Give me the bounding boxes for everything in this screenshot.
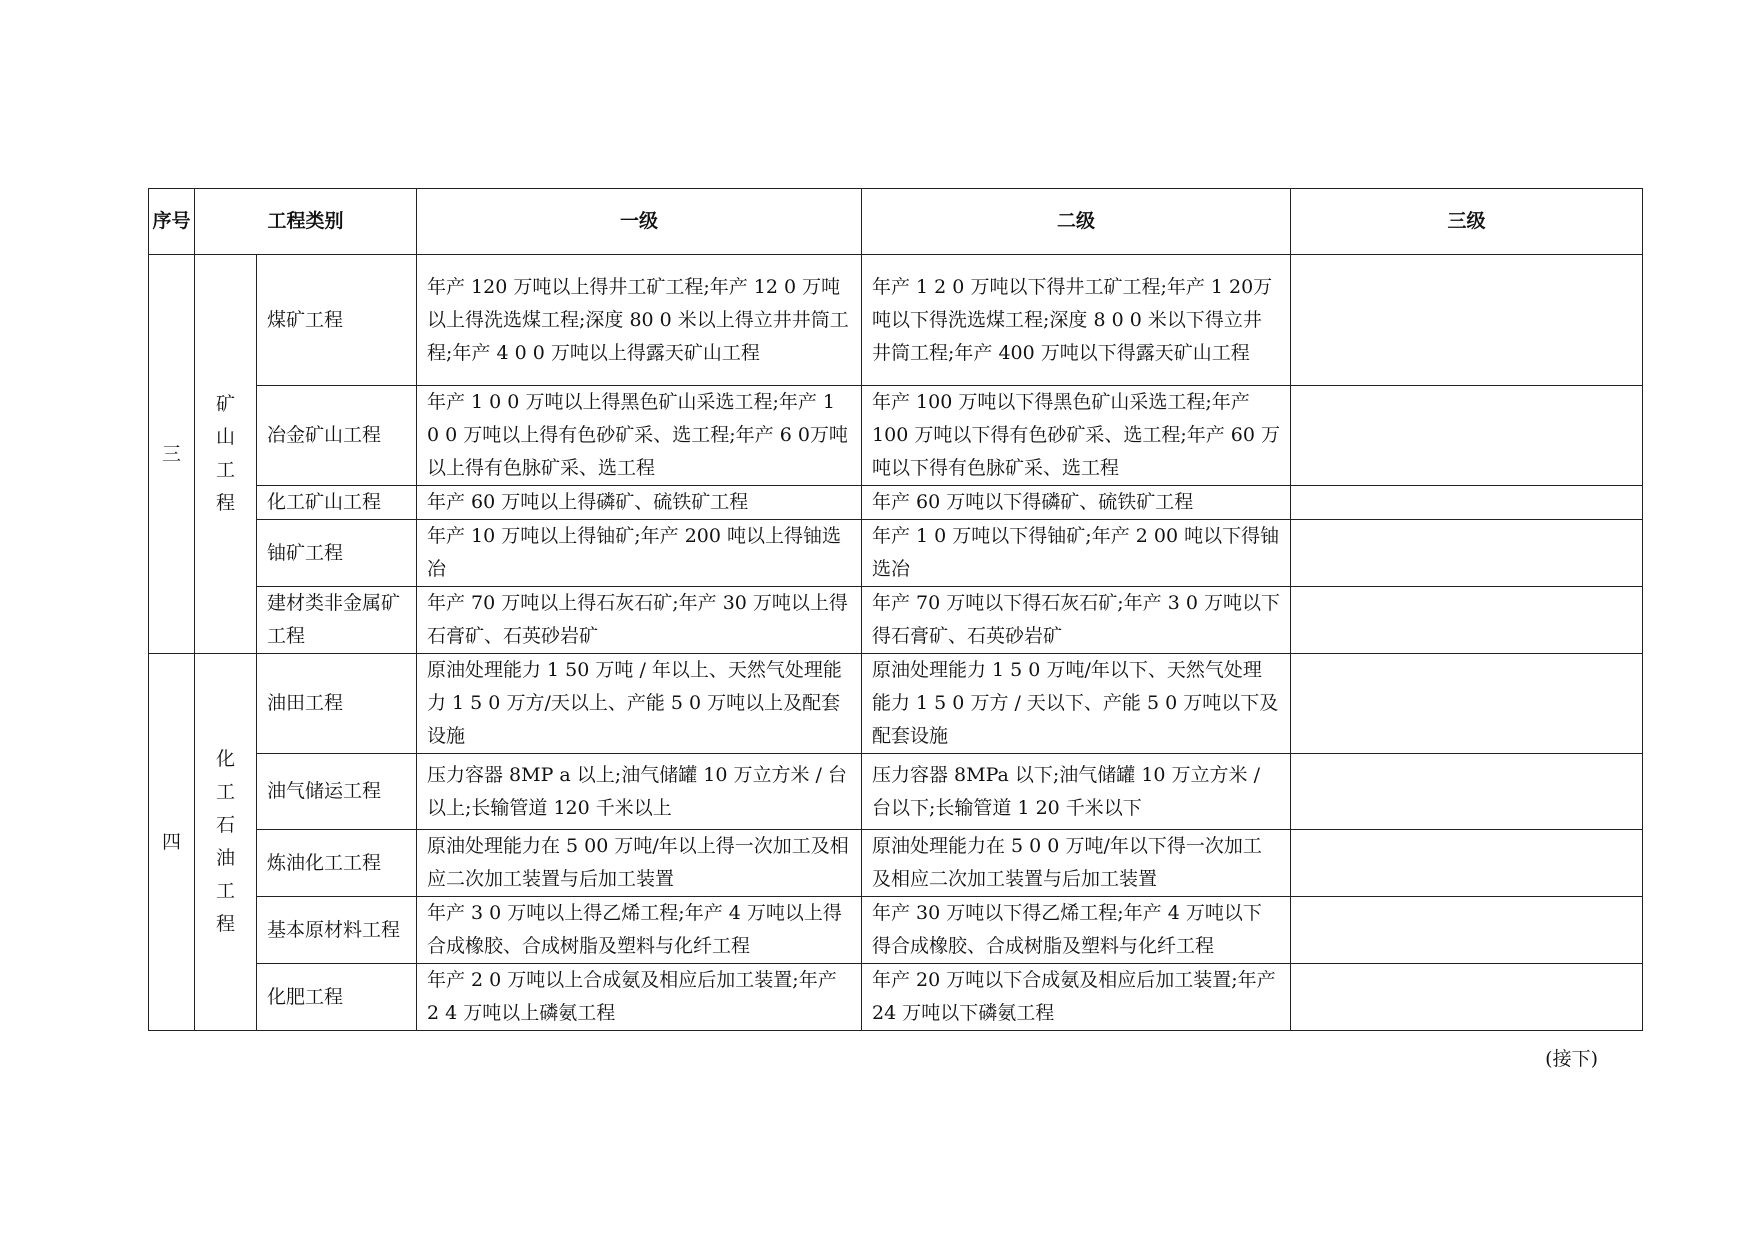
level-3-criteria — [1291, 964, 1643, 1031]
level-2-criteria: 年产 20 万吨以下合成氨及相应后加工装置;年产 24 万吨以下磷氨工程 — [862, 964, 1291, 1031]
level-3-criteria — [1291, 520, 1643, 587]
table-row — [149, 897, 1643, 964]
table-body — [149, 255, 1643, 1031]
level-2-criteria: 年产 1 2 0 万吨以下得井工矿工程;年产 1 20万吨以下得洗选煤工程;深度 8 0 0 米以下得立井井筒工程;年产 400 万吨以下得露天矿山工程 — [862, 255, 1291, 386]
level-2-criteria: 年产 30 万吨以下得乙烯工程;年产 4 万吨以下得合成橡胶、合成树脂及塑料与化纤工程 — [862, 897, 1291, 964]
level-3-criteria — [1291, 255, 1643, 386]
level-1-criteria: 年产 60 万吨以上得磷矿、硫铁矿工程 — [417, 486, 862, 520]
group-name: 化工石油工程 — [216, 748, 236, 935]
header-level-1: 一级 — [417, 189, 862, 255]
header-level-3: 三级 — [1291, 189, 1643, 255]
group-seq: 四 — [149, 654, 195, 1031]
level-3-criteria — [1291, 386, 1643, 486]
level-2-criteria: 年产 60 万吨以下得磷矿、硫铁矿工程 — [862, 486, 1291, 520]
group-seq: 三 — [149, 255, 195, 654]
level-1-criteria: 年产 1 0 0 万吨以上得黑色矿山采选工程;年产 1 0 0 万吨以上得有色砂矿采、选工程;年产 6 0万吨以上得有色脉矿采、选工程 — [417, 386, 862, 486]
header-row — [149, 189, 1643, 255]
header-seq: 序号 — [149, 189, 195, 255]
group-name-cell — [195, 654, 257, 1031]
level-3-criteria — [1291, 897, 1643, 964]
level-2-criteria: 原油处理能力 1 5 0 万吨/年以下、天然气处理能力 1 5 0 万方 / 天以下、产能 5 0 万吨以下及配套设施 — [862, 654, 1291, 754]
table-row — [149, 964, 1643, 1031]
engineering-type: 化工矿山工程 — [257, 486, 417, 520]
group-name: 矿山工程 — [216, 393, 236, 514]
level-2-criteria: 原油处理能力在 5 0 0 万吨/年以下得一次加工及相应二次加工装置与后加工装置 — [862, 830, 1291, 897]
engineering-type: 化肥工程 — [257, 964, 417, 1031]
engineering-type: 炼油化工工程 — [257, 830, 417, 897]
level-3-criteria — [1291, 587, 1643, 654]
table-row — [149, 520, 1643, 587]
level-1-criteria: 年产 120 万吨以上得井工矿工程;年产 12 0 万吨以上得洗选煤工程;深度 80 0 米以上得立井井筒工程;年产 4 0 0 万吨以上得露天矿山工程 — [417, 255, 862, 386]
level-2-criteria: 年产 100 万吨以下得黑色矿山采选工程;年产100 万吨以下得有色砂矿采、选工程;年产 60 万吨以下得有色脉矿采、选工程 — [862, 386, 1291, 486]
level-1-criteria: 年产 70 万吨以上得石灰石矿;年产 30 万吨以上得石膏矿、石英砂岩矿 — [417, 587, 862, 654]
engineering-type: 油田工程 — [257, 654, 417, 754]
table-row — [149, 754, 1643, 830]
level-3-criteria — [1291, 654, 1643, 754]
header-level-2: 二级 — [862, 189, 1291, 255]
level-1-criteria: 年产 10 万吨以上得铀矿;年产 200 吨以上得铀选冶 — [417, 520, 862, 587]
level-1-criteria: 原油处理能力 1 50 万吨 / 年以上、天然气处理能力 1 5 0 万方/天以上、产能 5 0 万吨以上及配套设施 — [417, 654, 862, 754]
level-3-criteria — [1291, 754, 1643, 830]
engineering-type: 冶金矿山工程 — [257, 386, 417, 486]
engineering-type: 煤矿工程 — [257, 255, 417, 386]
level-1-criteria: 压力容器 8MP a 以上;油气储罐 10 万立方米 / 台以上;长输管道 120 千米以上 — [417, 754, 862, 830]
engineering-type: 基本原材料工程 — [257, 897, 417, 964]
group-name-cell — [195, 255, 257, 654]
engineering-type: 建材类非金属矿工程 — [257, 587, 417, 654]
engineering-classification-table — [148, 188, 1643, 1031]
table-row — [149, 386, 1643, 486]
table-row — [149, 255, 1643, 386]
level-3-criteria — [1291, 486, 1643, 520]
table-row — [149, 486, 1643, 520]
level-3-criteria — [1291, 830, 1643, 897]
level-2-criteria: 年产 70 万吨以下得石灰石矿;年产 3 0 万吨以下得石膏矿、石英砂岩矿 — [862, 587, 1291, 654]
level-1-criteria: 年产 3 0 万吨以上得乙烯工程;年产 4 万吨以上得合成橡胶、合成树脂及塑料与化纤工程 — [417, 897, 862, 964]
level-2-criteria: 压力容器 8MPa 以下;油气储罐 10 万立方米 / 台以下;长输管道 1 20 千米以下 — [862, 754, 1291, 830]
continued-note: (接下) — [1545, 1048, 1598, 1070]
level-2-criteria: 年产 1 0 万吨以下得铀矿;年产 2 00 吨以下得铀选冶 — [862, 520, 1291, 587]
table-row — [149, 654, 1643, 754]
engineering-type: 油气储运工程 — [257, 754, 417, 830]
table-row — [149, 830, 1643, 897]
level-1-criteria: 原油处理能力在 5 00 万吨/年以上得一次加工及相应二次加工装置与后加工装置 — [417, 830, 862, 897]
engineering-type: 铀矿工程 — [257, 520, 417, 587]
table-row — [149, 587, 1643, 654]
level-1-criteria: 年产 2 0 万吨以上合成氨及相应后加工装置;年产 2 4 万吨以上磷氨工程 — [417, 964, 862, 1031]
header-category: 工程类别 — [195, 189, 417, 255]
